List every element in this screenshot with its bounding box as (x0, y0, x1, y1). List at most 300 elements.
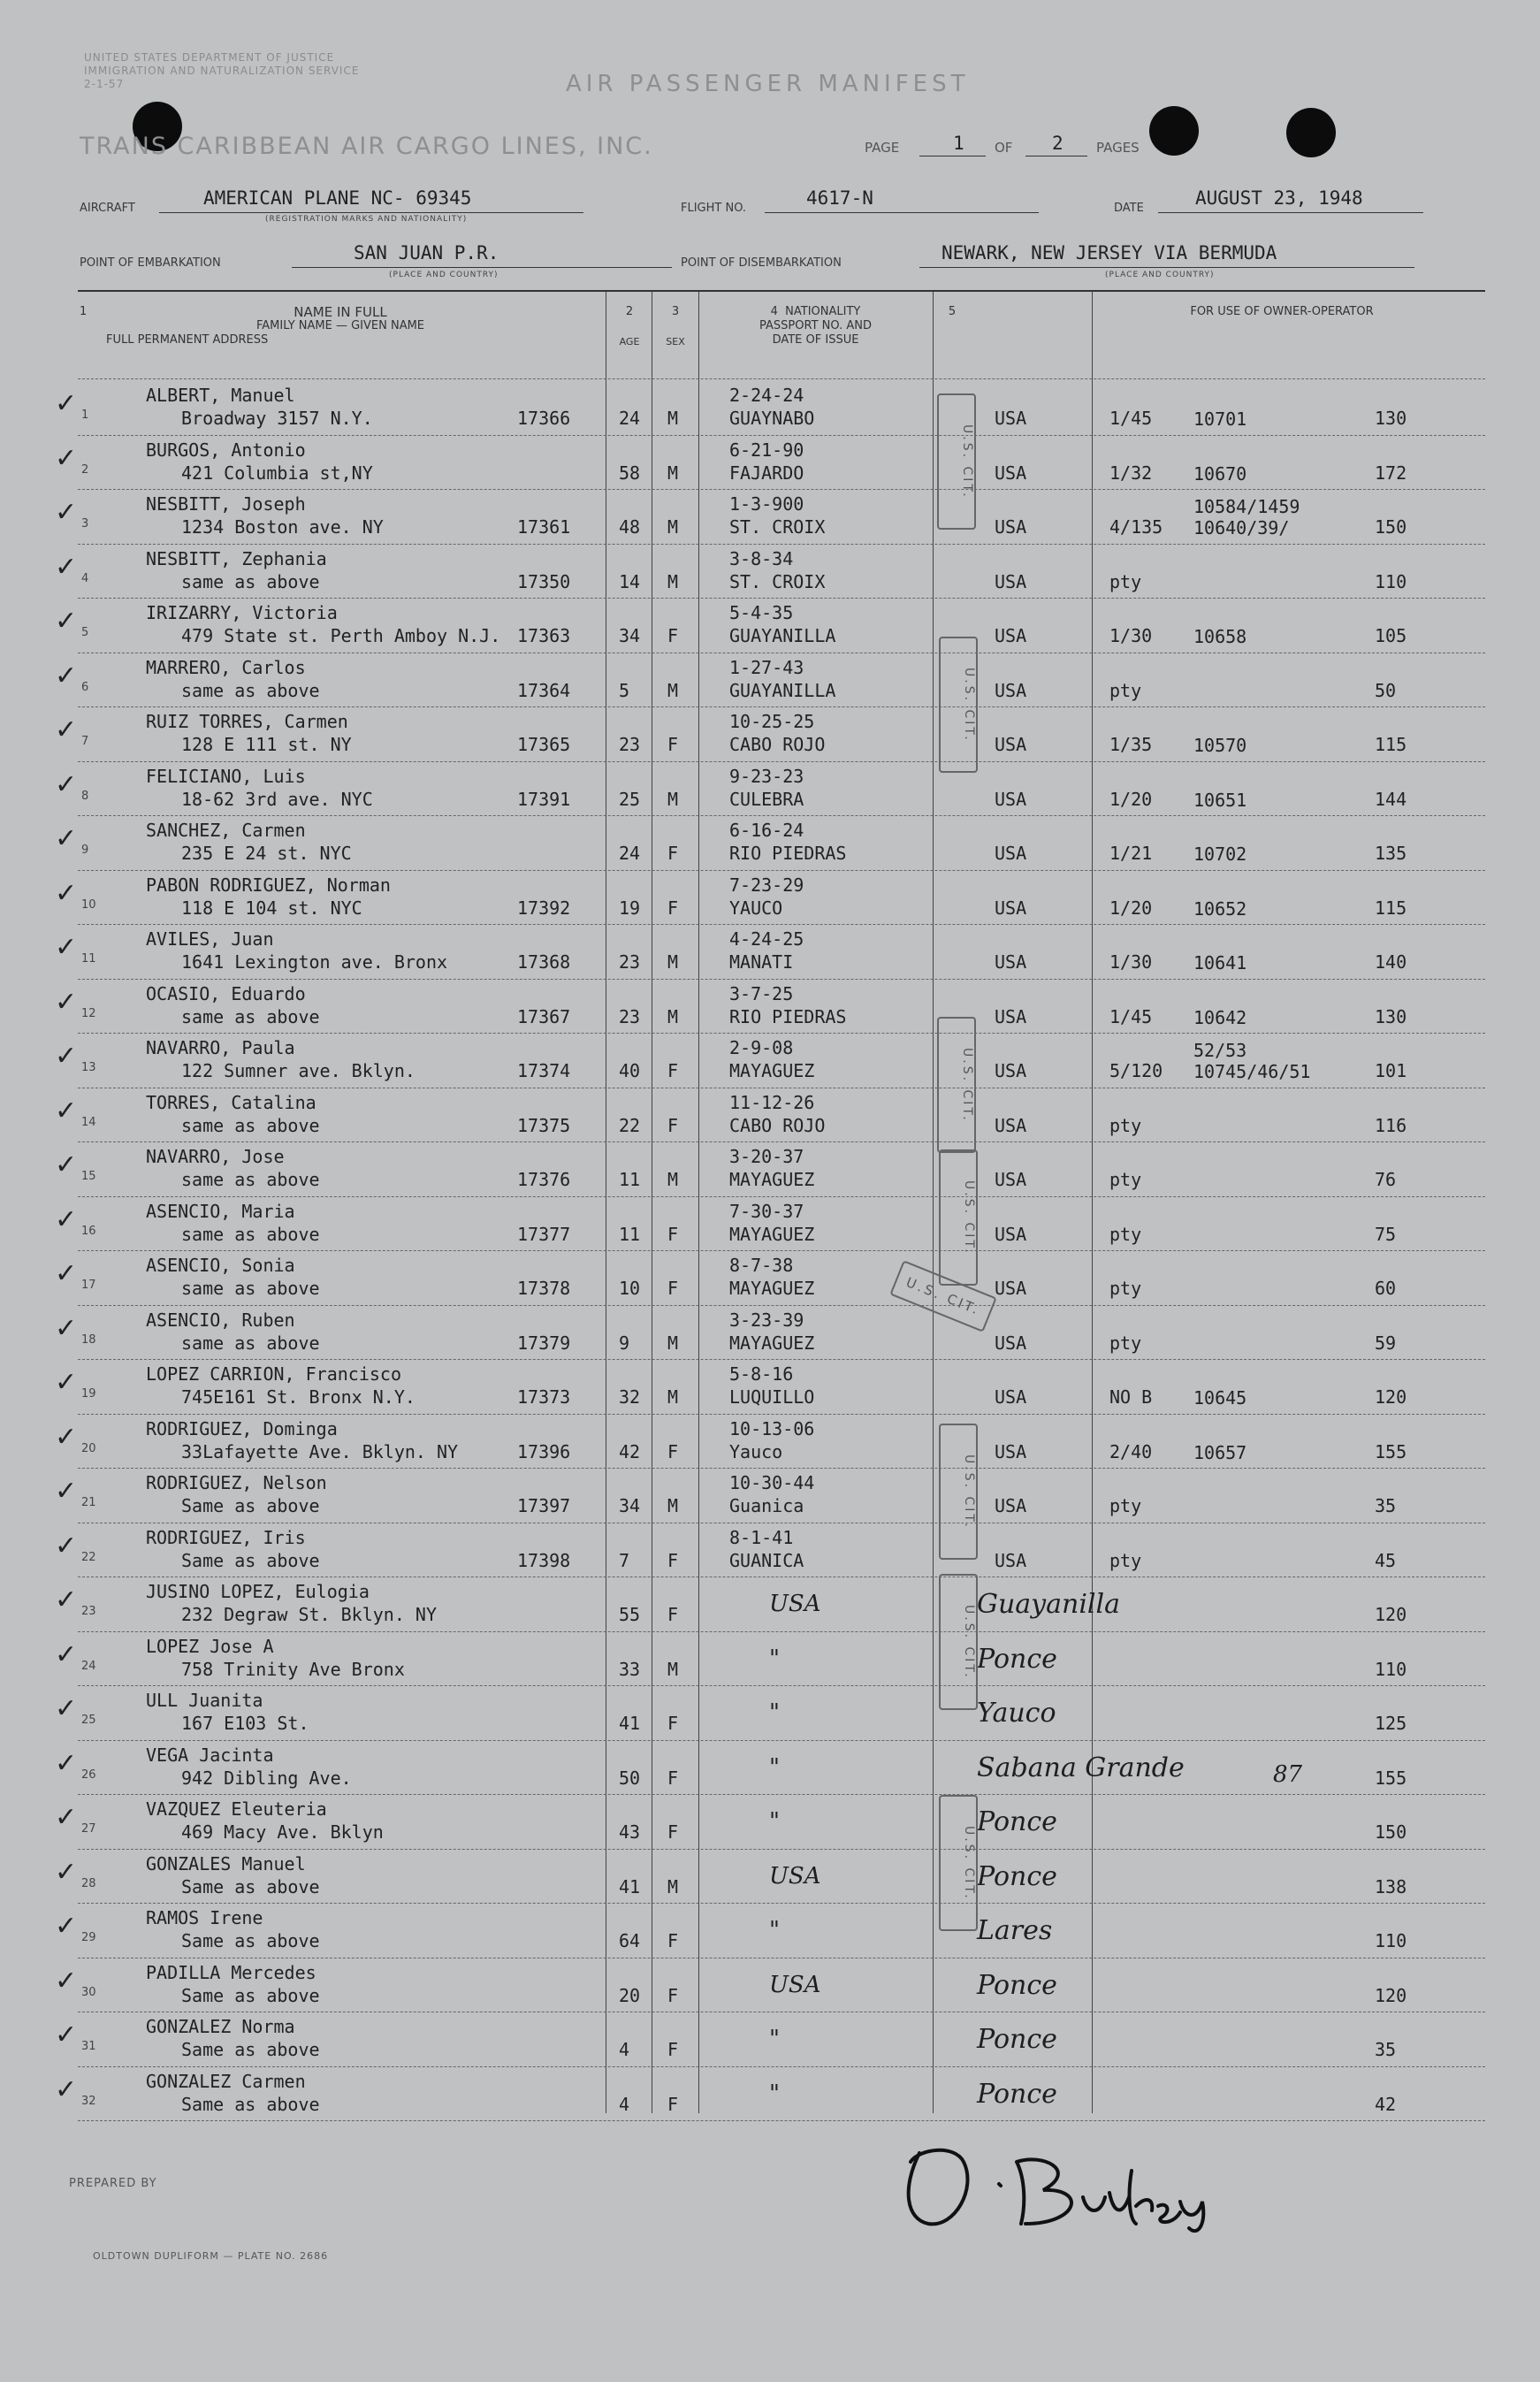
birth-place: FAJARDO (729, 462, 804, 484)
birth-date: 7-23-29 (729, 874, 804, 896)
passenger-age: 4 (619, 2039, 630, 2060)
check-mark: ✓ (55, 1258, 78, 1289)
birth-date: 1-3-900 (729, 493, 804, 515)
passenger-sex: M (667, 1495, 679, 1516)
passenger-age: 23 (619, 734, 641, 755)
nationality: USA (995, 897, 1027, 919)
fare-amount: 130 (1375, 408, 1407, 429)
passenger-sex: M (667, 679, 679, 701)
passenger-sex: F (667, 843, 679, 864)
col-divider (698, 292, 699, 2113)
row-divider (78, 1196, 1485, 1197)
col1-sub2: FULL PERMANENT ADDRESS (106, 333, 269, 347)
destination-town: Lares (977, 1915, 1053, 1946)
check-mark: ✓ (55, 1693, 78, 1724)
row-divider (78, 1631, 1485, 1632)
passenger-address: 167 E103 St. (181, 1713, 309, 1734)
passenger-address: Same as above (181, 1875, 320, 1897)
passenger-sex: F (667, 897, 679, 919)
nationality: USA (995, 570, 1027, 592)
destination-town: Ponce (977, 1860, 1057, 1892)
fare-amount: 75 (1375, 1223, 1397, 1245)
check-mark: ✓ (55, 1312, 78, 1344)
row-divider (78, 1414, 1485, 1415)
operator-code: pty (1109, 570, 1142, 592)
passenger-name: PADILLA Mercedes (146, 1961, 316, 1983)
passenger-sex: F (667, 1549, 679, 1571)
check-mark: ✓ (55, 877, 78, 909)
destination-town: Guayanilla (977, 1589, 1120, 1620)
passenger-name: ULL Juanita (146, 1690, 263, 1711)
passenger-address: 479 State st. Perth Amboy N.J. (181, 625, 501, 646)
punch-hole (1149, 106, 1199, 156)
row-number: 3 (81, 517, 89, 531)
operator-ticket: 52/53 10745/46/51 (1193, 1040, 1311, 1082)
reference-number: 17379 (517, 1332, 571, 1354)
row-divider (78, 1305, 1485, 1306)
passenger-address: Same as above (181, 2093, 320, 2115)
operator-ticket: 10702 (1193, 844, 1247, 865)
passenger-age: 20 (619, 1984, 641, 2006)
col1-header (80, 305, 601, 347)
birth-date: 9-23-23 (729, 765, 804, 787)
passenger-address: Same as above (181, 1549, 320, 1571)
nationality: " (769, 2026, 780, 2052)
us-cit-stamp: U.S. CIT. (937, 1017, 976, 1153)
passenger-name: NAVARRO, Jose (146, 1146, 285, 1167)
reference-number: 17378 (517, 1278, 571, 1299)
fare-amount: 45 (1375, 1549, 1397, 1571)
row-divider (78, 979, 1485, 980)
passenger-sex: F (667, 1114, 679, 1136)
birth-place: RIO PIEDRAS (729, 843, 847, 864)
agency-line: 2-1-57 (84, 78, 125, 90)
row-divider (78, 489, 1485, 490)
flight-label: FLIGHT NO. (681, 202, 747, 215)
passenger-sex: M (667, 1169, 679, 1190)
operator-code: 1/21 (1109, 843, 1153, 864)
passenger-name: NESBITT, Zephania (146, 547, 327, 569)
passenger-address: same as above (181, 1005, 320, 1027)
check-mark: ✓ (55, 1203, 78, 1235)
reference-number: 17367 (517, 1005, 571, 1027)
fare-amount: 125 (1375, 1713, 1407, 1734)
us-cit-stamp: U.S. CIT. (939, 637, 978, 773)
passenger-age: 23 (619, 1005, 641, 1027)
reference-number: 17396 (517, 1440, 571, 1462)
destination-town: Sabana Grande (977, 1752, 1185, 1783)
passenger-sex: M (667, 570, 679, 592)
nationality: USA (995, 516, 1027, 538)
check-mark: ✓ (55, 1802, 78, 1833)
operator-code: 4/135 (1109, 516, 1163, 538)
passenger-address: Same as above (181, 1495, 320, 1516)
passenger-address: 122 Sumner ave. Bklyn. (181, 1060, 415, 1081)
passenger-name: FELICIANO, Luis (146, 765, 306, 787)
disembarkation-label: POINT OF DISEMBARKATION (681, 256, 842, 270)
birth-date: 3-23-39 (729, 1309, 804, 1331)
embarkation-label: POINT OF EMBARKATION (80, 256, 221, 270)
row-number: 12 (81, 1006, 96, 1020)
passenger-sex: F (667, 1984, 679, 2006)
page-label: PAGE (865, 140, 900, 156)
passenger-address: Same as above (181, 1930, 320, 1951)
fare-amount: 116 (1375, 1114, 1407, 1136)
row-divider (78, 924, 1485, 925)
nationality: " (769, 1753, 780, 1781)
nationality: USA (995, 1169, 1027, 1190)
passenger-address: 421 Columbia st,NY (181, 462, 373, 484)
passenger-age: 9 (619, 1332, 630, 1354)
passenger-address: 469 Macy Ave. Bklyn (181, 1821, 384, 1843)
operator-code: pty (1109, 1549, 1142, 1571)
fare-amount: 110 (1375, 1930, 1407, 1951)
birth-date: 7-30-37 (729, 1200, 804, 1222)
passenger-age: 48 (619, 516, 641, 538)
fare-amount: 130 (1375, 1005, 1407, 1027)
row-divider (78, 598, 1485, 599)
birth-date: 3-20-37 (729, 1146, 804, 1167)
passenger-age: 32 (619, 1386, 641, 1408)
birth-place: MAYAGUEZ (729, 1223, 815, 1245)
check-mark: ✓ (55, 714, 78, 745)
operator-code: pty (1109, 1278, 1142, 1299)
row-divider (78, 1250, 1485, 1251)
passenger-name: PABON RODRIGUEZ, Norman (146, 874, 391, 896)
passenger-name: RODRIGUEZ, Nelson (146, 1472, 327, 1493)
birth-date: 8-1-41 (729, 1526, 794, 1548)
passenger-name: OCASIO, Eduardo (146, 982, 306, 1004)
passenger-name: IRIZARRY, Victoria (146, 602, 338, 623)
passenger-address: Broadway 3157 N.Y. (181, 408, 373, 429)
passenger-name: MARRERO, Carlos (146, 656, 306, 678)
reference-number: 17375 (517, 1114, 571, 1136)
check-mark: ✓ (55, 1911, 78, 1942)
operator-ticket: 10642 (1193, 1006, 1247, 1028)
disembarkation-sublabel: (PLACE AND COUNTRY) (1105, 271, 1215, 279)
birth-place: MAYAGUEZ (729, 1060, 815, 1081)
reference-number: 17397 (517, 1495, 571, 1516)
passenger-address: same as above (181, 1169, 320, 1190)
birth-place: MAYAGUEZ (729, 1332, 815, 1354)
passenger-address: 745E161 St. Bronx N.Y. (181, 1386, 415, 1408)
fare-amount: 105 (1375, 625, 1407, 646)
check-mark: ✓ (55, 442, 78, 474)
passenger-address: same as above (181, 679, 320, 701)
reference-number: 17376 (517, 1169, 571, 1190)
passenger-address: 1641 Lexington ave. Bronx (181, 951, 448, 973)
col4-title: NATIONALITY (785, 305, 861, 318)
check-mark: ✓ (55, 768, 78, 800)
row-divider (78, 1849, 1485, 1850)
passenger-address: 942 Dibling Ave. (181, 1767, 352, 1789)
operator-ticket: 10652 (1193, 897, 1247, 920)
row-divider (78, 815, 1485, 816)
check-mark: ✓ (55, 2019, 78, 2050)
passenger-age: 10 (619, 1278, 641, 1299)
passenger-address: same as above (181, 570, 320, 592)
row-divider (78, 706, 1485, 707)
passenger-age: 5 (619, 679, 630, 701)
passenger-sex: M (667, 1658, 679, 1680)
nationality: " (769, 1699, 780, 1726)
prepared-by-label: PREPARED BY (69, 2177, 157, 2190)
row-number: 6 (81, 680, 89, 694)
passenger-address: same as above (181, 1278, 320, 1299)
destination-town: Ponce (977, 2024, 1057, 2055)
passenger-sex: F (667, 1223, 679, 1245)
aircraft-sublabel: (REGISTRATION MARKS AND NATIONALITY) (265, 215, 468, 224)
passenger-sex: F (667, 625, 679, 646)
nationality: USA (995, 1495, 1027, 1516)
row-number: 25 (81, 1714, 96, 1727)
passenger-address: Same as above (181, 2039, 320, 2060)
col2-number: 2 (625, 305, 634, 318)
row-number: 19 (81, 1387, 96, 1401)
fare-amount: 144 (1375, 788, 1407, 810)
us-cit-stamp: U.S. CIT. (939, 1424, 978, 1560)
passenger-age: 34 (619, 625, 641, 646)
birth-place: ST. CROIX (729, 516, 826, 538)
row-number: 17 (81, 1279, 96, 1292)
passenger-age: 23 (619, 951, 641, 973)
operator-code: 1/32 (1109, 462, 1153, 484)
embarkation-sublabel: (PLACE AND COUNTRY) (389, 271, 499, 279)
operator-code: 1/45 (1109, 408, 1153, 429)
row-number: 18 (81, 1332, 96, 1347)
check-mark: ✓ (55, 1095, 78, 1126)
table-top-rule (78, 290, 1485, 292)
passenger-name: GONZALEZ Carmen (146, 2070, 306, 2092)
fare-amount: 42 (1375, 2093, 1397, 2115)
reference-number: 17350 (517, 570, 571, 592)
row-divider (78, 1359, 1485, 1360)
passenger-name: VAZQUEZ Eleuteria (146, 1798, 327, 1820)
birth-place: Guanica (729, 1495, 804, 1516)
fare-amount: 59 (1375, 1332, 1397, 1354)
passenger-address: 232 Degraw St. Bklyn. NY (181, 1604, 437, 1625)
nationality: USA (995, 1440, 1027, 1462)
destination-town: Ponce (977, 2078, 1057, 2110)
birth-date: 6-16-24 (729, 820, 804, 841)
fare-amount: 110 (1375, 570, 1407, 592)
passenger-sex: F (667, 1930, 679, 1951)
passenger-age: 50 (619, 1767, 641, 1789)
reference-number: 17398 (517, 1549, 571, 1571)
embarkation-value: SAN JUAN P.R. (354, 242, 499, 263)
nationality: USA (995, 679, 1027, 701)
reference-number: 17361 (517, 516, 571, 538)
check-mark: ✓ (55, 1638, 78, 1670)
reference-number: 17364 (517, 679, 571, 701)
operator-code: pty (1109, 1114, 1142, 1136)
row-number: 14 (81, 1115, 96, 1129)
passenger-address: 128 E 111 st. NY (181, 734, 352, 755)
passenger-name: TORRES, Catalina (146, 1091, 316, 1113)
birth-date: 3-7-25 (729, 982, 794, 1004)
passenger-sex: F (667, 1440, 679, 1462)
passenger-sex: F (667, 1604, 679, 1625)
birth-place: CABO ROJO (729, 1114, 826, 1136)
check-mark: ✓ (55, 2073, 78, 2105)
col4-sub1: PASSPORT NO. AND (759, 319, 872, 332)
birth-place: RIO PIEDRAS (729, 1005, 847, 1027)
passenger-name: RAMOS Irene (146, 1907, 263, 1928)
fare-amount: 35 (1375, 1495, 1397, 1516)
passenger-sex: F (667, 1713, 679, 1734)
check-mark: ✓ (55, 932, 78, 963)
passenger-age: 55 (619, 1604, 641, 1625)
row-divider (78, 1794, 1485, 1795)
operator-code: pty (1109, 1332, 1142, 1354)
row-divider (78, 1685, 1485, 1686)
passenger-sex: F (667, 734, 679, 755)
check-mark: ✓ (55, 497, 78, 528)
passenger-age: 64 (619, 1930, 641, 1951)
fare-amount: 101 (1375, 1060, 1407, 1081)
reference-number: 17391 (517, 788, 571, 810)
page-current: 1 (953, 133, 964, 154)
row-number: 9 (81, 844, 89, 857)
operator-ticket: 10670 (1193, 462, 1247, 485)
passenger-age: 14 (619, 570, 641, 592)
passenger-sex: F (667, 1821, 679, 1843)
birth-place: MAYAGUEZ (729, 1278, 815, 1299)
passenger-sex: M (667, 408, 679, 429)
col2-title: AGE (619, 336, 640, 347)
operator-ticket: 10658 (1193, 626, 1247, 647)
passenger-name: LOPEZ CARRION, Francisco (146, 1363, 401, 1385)
row-divider (78, 544, 1485, 545)
passenger-sex: M (667, 516, 679, 538)
row-number: 5 (81, 626, 89, 639)
reference-number: 17373 (517, 1386, 571, 1408)
passenger-name: NESBITT, Joseph (146, 493, 306, 515)
col3-header (654, 305, 697, 349)
row-divider (78, 761, 1485, 762)
fare-amount: 60 (1375, 1278, 1397, 1299)
row-divider (78, 2120, 1485, 2121)
fare-amount: 138 (1375, 1875, 1407, 1897)
reference-number: 17363 (517, 625, 571, 646)
nationality: USA (995, 1386, 1027, 1408)
passenger-age: 43 (619, 1821, 641, 1843)
nationality: " (769, 2080, 780, 2107)
passenger-sex: M (667, 1332, 679, 1354)
nationality: USA (995, 788, 1027, 810)
operator-ticket: 10701 (1193, 408, 1247, 430)
passenger-name: SANCHEZ, Carmen (146, 820, 306, 841)
passenger-name: GONZALES Manuel (146, 1852, 306, 1874)
header-rule (78, 378, 1485, 379)
passenger-name: AVILES, Juan (146, 928, 274, 950)
signature (893, 2135, 1229, 2233)
passenger-age: 22 (619, 1114, 641, 1136)
birth-place: ST. CROIX (729, 570, 826, 592)
row-divider (78, 1033, 1485, 1034)
fare-amount: 115 (1375, 734, 1407, 755)
birth-date: 10-30-44 (729, 1472, 815, 1493)
row-divider (78, 435, 1485, 436)
birth-place: YAUCO (729, 897, 783, 919)
row-divider (78, 1141, 1485, 1142)
passenger-sex: F (667, 1278, 679, 1299)
destination-town: Ponce (977, 1806, 1057, 1837)
page-total: 2 (1052, 133, 1064, 154)
passenger-sex: M (667, 462, 679, 484)
destination-note: 87 (1273, 1760, 1303, 1788)
nationality: USA (995, 1060, 1027, 1081)
birth-place: MAYAGUEZ (729, 1169, 815, 1190)
passenger-name: VEGA Jacinta (146, 1744, 274, 1766)
passenger-name: NAVARRO, Paula (146, 1037, 295, 1058)
operator-code: 5/120 (1109, 1060, 1163, 1081)
check-mark: ✓ (55, 1476, 78, 1507)
row-number: 7 (81, 735, 89, 748)
col1-number: 1 (80, 305, 88, 318)
passenger-address: 1234 Boston ave. NY (181, 516, 384, 538)
passenger-name: ASENCIO, Ruben (146, 1309, 295, 1331)
col-divider (933, 292, 934, 2113)
nationality: USA (995, 462, 1027, 484)
birth-place: LUQUILLO (729, 1386, 815, 1408)
check-mark: ✓ (55, 1747, 78, 1779)
date-label: DATE (1114, 202, 1144, 215)
birth-date: 1-27-43 (729, 656, 804, 678)
operator-code: 1/20 (1109, 897, 1153, 919)
fare-amount: 135 (1375, 843, 1407, 864)
passenger-sex: M (667, 1875, 679, 1897)
passenger-sex: F (667, 1060, 679, 1081)
operator-code: 1/35 (1109, 734, 1153, 755)
birth-date: 4-24-25 (729, 928, 804, 950)
check-mark: ✓ (55, 388, 78, 419)
operator-ticket: 10651 (1193, 789, 1247, 811)
col1-title: NAME IN FULL (294, 304, 387, 320)
row-number: 28 (81, 1876, 96, 1890)
col-divider (1092, 292, 1093, 2113)
check-mark: ✓ (55, 1367, 78, 1398)
birth-date: 8-7-38 (729, 1255, 794, 1276)
passenger-age: 11 (619, 1169, 641, 1190)
fare-amount: 172 (1375, 462, 1407, 484)
reference-number: 17392 (517, 897, 571, 919)
operator-code: pty (1109, 1169, 1142, 1190)
passenger-address: 33Lafayette Ave. Bklyn. NY (181, 1440, 459, 1462)
col3-title: SEX (666, 336, 685, 347)
passenger-name: JUSINO LOPEZ, Eulogia (146, 1581, 370, 1602)
fare-amount: 155 (1375, 1767, 1407, 1789)
passenger-age: 7 (619, 1549, 630, 1571)
us-cit-stamp: U.S. CIT. (889, 1260, 996, 1332)
operator-code: pty (1109, 679, 1142, 701)
nationality: USA (995, 1223, 1027, 1245)
fare-amount: 120 (1375, 1984, 1407, 2006)
check-mark: ✓ (55, 1584, 78, 1615)
birth-place: CULEBRA (729, 788, 804, 810)
us-cit-stamp: U.S. CIT. (937, 393, 976, 530)
passenger-name: ASENCIO, Maria (146, 1200, 295, 1222)
check-mark: ✓ (55, 986, 78, 1018)
passenger-age: 19 (619, 897, 641, 919)
row-number: 23 (81, 1605, 96, 1618)
nationality: USA (995, 734, 1027, 755)
row-divider (78, 2066, 1485, 2067)
check-mark: ✓ (55, 1041, 78, 1072)
col4-number: 4 (770, 305, 778, 318)
aircraft-value: AMERICAN PLANE NC- 69345 (203, 187, 472, 209)
row-divider (78, 1468, 1485, 1469)
